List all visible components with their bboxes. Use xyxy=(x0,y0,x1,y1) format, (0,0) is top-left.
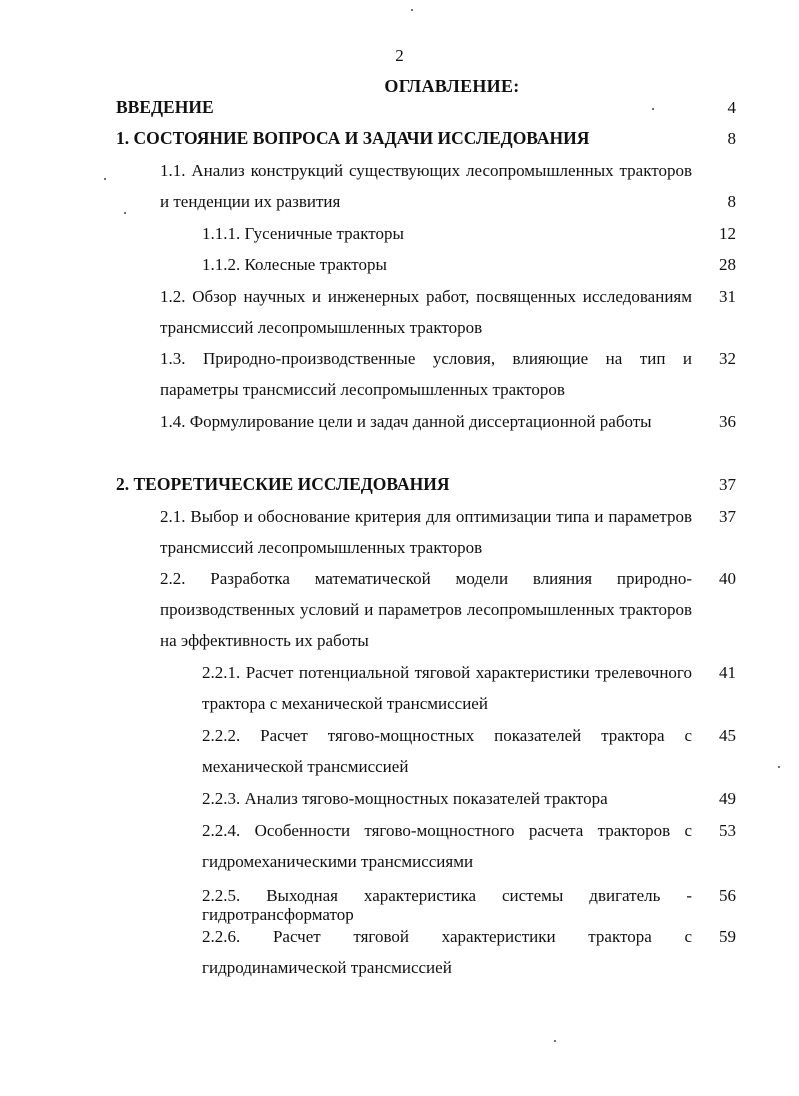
toc-page-2-2-6: 59 xyxy=(719,927,736,946)
toc-title: ОГЛАВЛЕНИЕ: xyxy=(384,76,520,96)
toc-page-chapter-2: 37 xyxy=(719,475,736,494)
toc-page-2-2-4: 53 xyxy=(719,821,736,840)
toc-page-1-3: 32 xyxy=(719,349,736,368)
toc-entry-2-1: 2.1. Выбор и обоснование критерия для оптимизации типа и параметров трансмиссий лесопромышленных тракторов xyxy=(160,507,692,557)
scan-speck xyxy=(554,1040,556,1042)
scan-speck xyxy=(104,178,106,180)
toc-entry-2-2: 2.2. Разработка математической модели влияния природно-производственных условий и параметров лесопромышленных тракторов на эффективность их работы xyxy=(160,569,692,650)
toc-entry-chapter-1: 1. СОСТОЯНИЕ ВОПРОСА И ЗАДАЧИ ИССЛЕДОВАНИЯ xyxy=(116,128,590,148)
toc-entry-1-1: 1.1. Анализ конструкций существующих лесопромышленных тракторов и тенденции их развития xyxy=(160,161,692,211)
toc-entry-2-2-3: 2.2.3. Анализ тягово-мощностных показателей трактора xyxy=(202,789,608,808)
toc-entry-2-2-6: 2.2.6. Расчет тяговой характеристики трактора с гидродинамической трансмиссией xyxy=(202,927,692,977)
toc-page-introduction: 4 xyxy=(727,98,736,117)
toc-page-2-2-2: 45 xyxy=(719,726,736,745)
toc-page-1-1: 8 xyxy=(727,192,736,211)
toc-page-1-2: 31 xyxy=(719,287,736,306)
scan-speck xyxy=(124,212,126,214)
toc-entry-2-2-5: 2.2.5. Выходная характеристика системы двигатель - гидротрансформатор xyxy=(202,886,692,924)
toc-entry-1-3: 1.3. Природно-производственные условия, влияющие на тип и параметры трансмиссий лесопромышленных тракторов xyxy=(160,349,692,399)
page-number: 2 xyxy=(395,46,404,65)
toc-page-chapter-1: 8 xyxy=(727,129,736,148)
toc-entry-chapter-2: 2. ТЕОРЕТИЧЕСКИЕ ИССЛЕДОВАНИЯ xyxy=(116,474,450,494)
toc-page-2-1: 37 xyxy=(719,507,736,526)
toc-entry-2-2-1: 2.2.1. Расчет потенциальной тяговой характеристики трелевочного трактора с механической трансмиссией xyxy=(202,663,692,713)
toc-entry-1-2: 1.2. Обзор научных и инженерных работ, посвященных исследованиям трансмиссий лесопромышленных тракторов xyxy=(160,287,692,337)
toc-entry-2-2-4: 2.2.4. Особенности тягово-мощностного расчета тракторов с гидромеханическими трансмиссиями xyxy=(202,821,692,871)
toc-entry-1-1-2: 1.1.2. Колесные тракторы xyxy=(202,255,387,274)
toc-entry-2-2-2: 2.2.2. Расчет тягово-мощностных показателей трактора с механической трансмиссией xyxy=(202,726,692,776)
toc-page-2-2-3: 49 xyxy=(719,789,736,808)
toc-page-2-2-5: 56 xyxy=(719,886,736,905)
toc-page-2-2-1: 41 xyxy=(719,663,736,682)
toc-entry-introduction: ВВЕДЕНИЕ xyxy=(116,97,214,117)
toc-page-1-4: 36 xyxy=(719,412,736,431)
toc-page-2-2: 40 xyxy=(719,569,736,588)
toc-entry-1-1-1: 1.1.1. Гусеничные тракторы xyxy=(202,224,404,243)
scan-speck xyxy=(652,108,654,110)
toc-page-1-1-2: 28 xyxy=(719,255,736,274)
toc-entry-1-4: 1.4. Формулирование цели и задач данной диссертационной работы xyxy=(160,412,652,431)
toc-page-1-1-1: 12 xyxy=(719,224,736,243)
scan-speck xyxy=(411,9,413,11)
scan-speck xyxy=(778,766,780,768)
